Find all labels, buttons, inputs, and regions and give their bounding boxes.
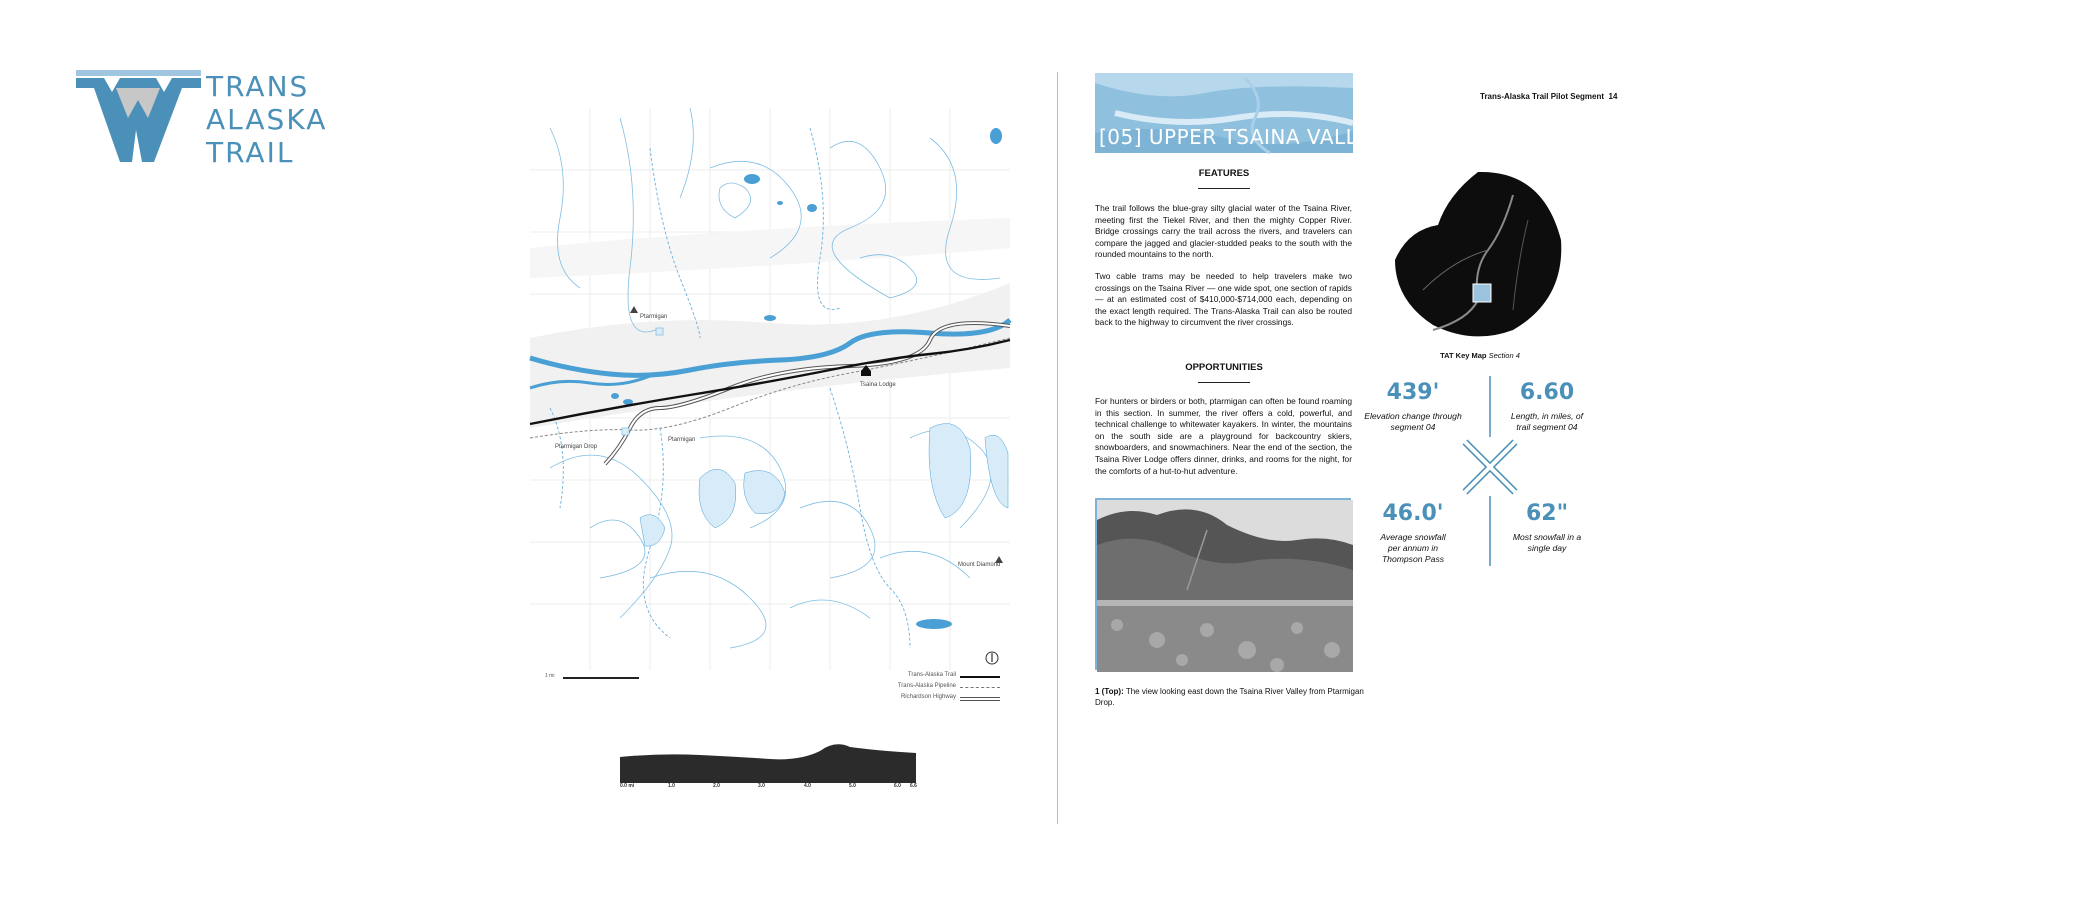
- trans-alaska-trail-logo: [76, 70, 336, 170]
- features-rule: [1198, 188, 1250, 189]
- features-paragraph: Two cable trams may be needed to help travelers make two crossings on the Tsaina River — one wide spot, one section of rapids — at an estimated cost of $410,000-$714,000 each, depending on the exact length required. The Trans-Alaska Trail can also be routed back to the highway to circumvent the river crossings.: [1095, 271, 1352, 328]
- map-label-mount-diamond: Mount Diamond: [958, 562, 1001, 568]
- section-banner: [1095, 73, 1384, 153]
- legend-item-trail: Trans-Alaska Trail: [880, 672, 1000, 683]
- page-header-text: Trans-Alaska Trail Pilot Segment: [1480, 92, 1605, 101]
- legend-swatch-trail: [960, 676, 1000, 678]
- logo-mark-icon: [76, 70, 201, 164]
- map-label-ptarmigan-drop: Ptarmigan Drop: [555, 444, 598, 450]
- caption-text: The view looking east down the Tsaina River Valley from Ptarmigan Drop.: [1095, 687, 1364, 707]
- topographic-map: [530, 108, 1010, 670]
- profile-tick: 6.6: [910, 783, 917, 789]
- stat-description: Elevation change through segment 04: [1364, 411, 1462, 432]
- logo-line: TRAIL: [206, 136, 295, 169]
- stat-value: 62": [1525, 501, 1569, 526]
- logo-line: TRANS: [206, 70, 310, 103]
- page-header: [1480, 92, 1617, 101]
- legend-item-highway: Richardson Highway: [880, 694, 1000, 705]
- stat-description: Average snowfall per annum in Thompson Pass: [1380, 532, 1446, 564]
- logo-wordmark: [206, 70, 327, 169]
- section-number: [05]: [1099, 125, 1143, 149]
- key-map: [1393, 170, 1563, 340]
- map-legend: [880, 672, 1000, 705]
- section-name: UPPER TSAINA VALLEY: [1148, 125, 1384, 149]
- caption-label: 1 (Top):: [1095, 687, 1124, 696]
- legend-swatch-highway: [960, 697, 1000, 701]
- profile-tick: 0.0 mi: [620, 783, 635, 789]
- profile-tick: 5.0: [849, 783, 856, 789]
- map-label-ptarmigan-2: Ptarmigan: [668, 437, 696, 443]
- page-number: 14: [1608, 92, 1618, 101]
- stat-value: 46.0': [1382, 501, 1444, 526]
- map-label-ptarmigan: Ptarmigan: [640, 314, 668, 320]
- opportunities-rule: [1198, 382, 1250, 383]
- key-map-caption: [1395, 351, 1565, 360]
- map-label-tsaina-lodge: Tsaina Lodge: [860, 382, 896, 388]
- profile-tick: 1.0: [668, 783, 675, 789]
- profile-tick: 4.0: [804, 783, 811, 789]
- valley-photo: [1095, 498, 1351, 670]
- key-map-label: TAT Key Map: [1440, 351, 1487, 360]
- stat-description: Most snowfall in a single day: [1512, 532, 1582, 553]
- stat-value: 439': [1386, 380, 1440, 405]
- features-heading: FEATURES: [1198, 168, 1250, 179]
- opportunities-heading: OPPORTUNITIES: [1185, 362, 1263, 373]
- key-map-section: Section 4: [1488, 351, 1520, 360]
- map-scale-label: 1 mi: [545, 673, 555, 679]
- legend-swatch-pipeline: [960, 687, 1000, 688]
- photo-caption: [1095, 686, 1365, 708]
- elevation-profile-axis: [620, 783, 920, 793]
- page-divider: [1057, 72, 1058, 824]
- stat-value: 6.60: [1519, 380, 1575, 405]
- profile-tick: 6.0: [894, 783, 901, 789]
- opportunities-paragraph: For hunters or birders or both, ptarmigan can often be found roaming in this section. In summer, the river offers a cold, powerful, and technical challenge to whitewater kayakers. In winter, the mountains on the south side are a playground for backcountry skiers, snowboarders, and snowmachiners. Near the end of the section, the Tsaina River Lodge offers dinner, drinks, and rooms for the night, for the comforts of a hut-to-hut adventure.: [1095, 396, 1352, 476]
- logo-line: ALASKA: [206, 103, 328, 136]
- features-paragraph: The trail follows the blue-gray silty glacial water of the Tsaina River, meeting first the Tiekel River, and then the mighty Copper River. Bridge crossings carry the trail across the rivers, and travelers can compare the jagged and glacier-studded peaks to the south with the rounded mountains to the north.: [1095, 203, 1352, 260]
- stat-description: Length, in miles, of trail segment 04: [1510, 411, 1584, 432]
- legend-item-pipeline: Trans-Alaska Pipeline: [880, 683, 1000, 694]
- section-title: [1099, 125, 1383, 149]
- map-scale-bar: [563, 677, 639, 679]
- profile-tick: 3.0: [758, 783, 765, 789]
- profile-tick: 2.0: [713, 783, 720, 789]
